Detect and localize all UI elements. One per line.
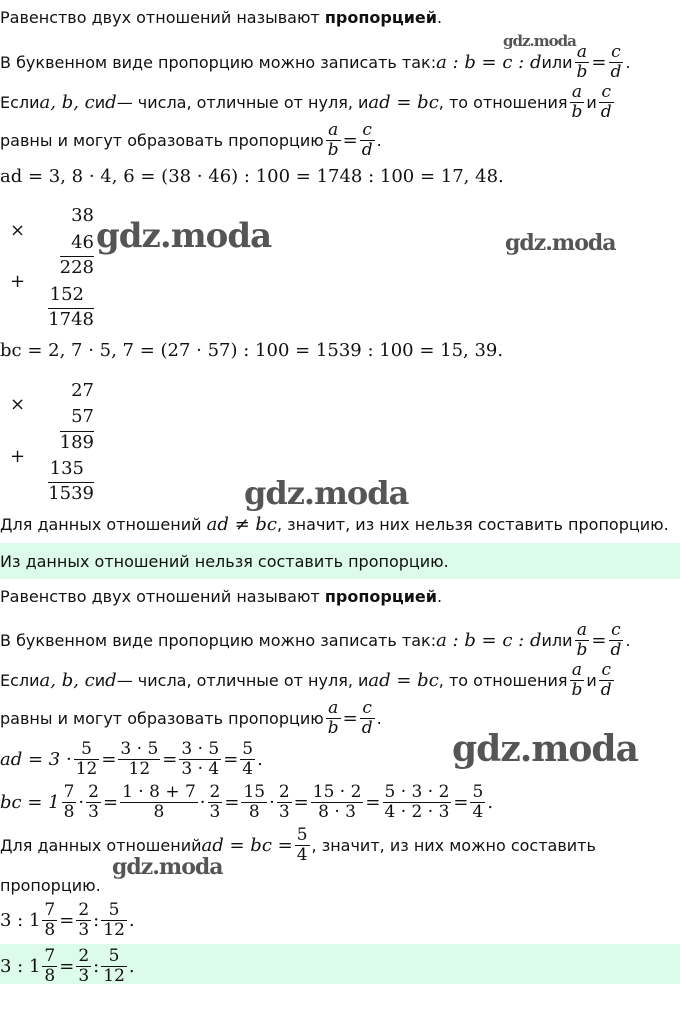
mul2-second: 57 xyxy=(71,406,94,427)
condition-text: Если a, b, c и d — числа, отличные от нуля, и ad = bc , то отношения $\frac{a}{b}$ и $\frac{c}{d}$ xyxy=(0,81,612,122)
mul2-partial-1: 189 xyxy=(59,432,94,453)
fraction-cancelled: $\frac{5 \cdot 3 \cdot 2}{4 \cdot 2 \cdot 3}$ xyxy=(384,781,450,822)
mul1-top: 38 xyxy=(71,205,94,226)
proportion-text: равны и могут образовать пропорцию $\frac{a}{b}$ = $\frac{c}{d}$ . xyxy=(0,119,382,160)
fraction-c-d: $\frac{c}{d}$ xyxy=(610,619,622,660)
watermark: gdz.moda xyxy=(244,474,409,512)
fraction-15-8: $\frac{15}{8}$ xyxy=(243,781,266,822)
fraction-c-d: $\frac{c}{d}$ xyxy=(600,659,612,700)
fraction-reduced: $\frac{3 \cdot 5}{3 \cdot 4}$ xyxy=(181,738,220,779)
mul2-result: 1539 xyxy=(48,483,94,504)
times-sign: × xyxy=(10,220,26,241)
plus-sign: + xyxy=(10,446,26,467)
fraction-2-3: $\frac{2}{3}$ xyxy=(278,781,290,822)
fraction-a-b: $\frac{a}{b}$ xyxy=(327,697,339,738)
fraction-a-b: $\frac{a}{b}$ xyxy=(327,119,339,160)
bc-calculation: bc = 2, 7 · 5, 7 = (27 · 57) : 100 = 1539 : 100 = 15, 39. xyxy=(0,340,504,361)
fraction-mixed: $\frac{1 \cdot 8 + 7}{8}$ xyxy=(122,781,196,822)
watermark: gdz.moda xyxy=(112,854,223,880)
mul1-result: 1748 xyxy=(48,309,94,330)
fraction-c-d: $\frac{c}{d}$ xyxy=(361,697,373,738)
watermark: gdz.moda xyxy=(503,32,576,50)
fraction-5-4: $\frac{5}{4}$ xyxy=(296,824,308,865)
watermark: gdz.moda xyxy=(452,728,638,770)
times-sign: × xyxy=(10,394,26,415)
mul2-partial-2: 135 xyxy=(49,458,84,479)
proportion-text: равны и могут образовать пропорцию $\frac{a}{b}$ = $\frac{c}{d}$ . xyxy=(0,697,382,738)
fraction-5-4: $\frac{5}{4}$ xyxy=(242,738,254,779)
mul1-partial-2: 152 xyxy=(49,284,84,305)
answer-proportion: 3 : 1 $\frac{7}{8}$ = $\frac{2}{3}$ : $\frac{5}{12}$ . xyxy=(0,945,135,986)
watermark: gdz.moda xyxy=(96,216,272,256)
mul1-second: 46 xyxy=(71,232,94,253)
fraction-c-d: $\frac{c}{d}$ xyxy=(610,41,622,82)
fraction-5-12: $\frac{5}{12}$ xyxy=(103,899,125,940)
fraction-5-12: $\frac{5}{12}$ xyxy=(103,945,125,986)
fraction-a-b: $\frac{a}{b}$ xyxy=(571,659,583,700)
conclusion-text: Для данных отношений ad = bc = $\frac{5}{4}$ , значит, из них можно составить xyxy=(0,824,596,865)
definition-text: Равенство двух отношений называют пропорцией. xyxy=(0,587,443,606)
fraction-7-8: $\frac{7}{8}$ xyxy=(63,781,75,822)
fraction-2-3: $\frac{2}{3}$ xyxy=(78,945,90,986)
fraction-7-8: $\frac{7}{8}$ xyxy=(44,945,56,986)
mul2-top: 27 xyxy=(71,380,94,401)
letter-form-text: В буквенном виде пропорцию можно записать так: a : b = c : d или $\frac{a}{b}$ = $\frac{c}{d}$ . xyxy=(0,619,631,660)
conclusion-text-line2: пропорцию. xyxy=(0,876,101,895)
fraction-7-8: $\frac{7}{8}$ xyxy=(44,899,56,940)
ad-calculation: ad = 3, 8 · 4, 6 = (38 · 46) : 100 = 1748 : 100 = 17, 48. xyxy=(0,166,504,187)
conclusion-text: Для данных отношений ad ≠ bc, значит, из них нельзя составить пропорцию. xyxy=(0,514,669,535)
plus-sign: + xyxy=(10,271,26,292)
mul1-partial-1: 228 xyxy=(59,257,94,278)
fraction-a-b: $\frac{a}{b}$ xyxy=(576,41,588,82)
fraction-3x5-12: $\frac{3 \cdot 5}{12}$ xyxy=(120,738,159,779)
fraction-2-3: $\frac{2}{3}$ xyxy=(209,781,221,822)
fraction-c-d: $\frac{c}{d}$ xyxy=(600,81,612,122)
fraction-a-b: $\frac{a}{b}$ xyxy=(571,81,583,122)
proportion-result: 3 : 1 $\frac{7}{8}$ = $\frac{2}{3}$ : $\frac{5}{12}$ . xyxy=(0,899,135,940)
fraction-a-b: $\frac{a}{b}$ xyxy=(576,619,588,660)
fraction-c-d: $\frac{c}{d}$ xyxy=(361,119,373,160)
answer-text: Из данных отношений нельзя составить пропорцию. xyxy=(0,552,449,571)
fraction-2-3: $\frac{2}{3}$ xyxy=(78,899,90,940)
letter-form-text: В буквенном виде пропорцию можно записать так: a : b = c : d или $\frac{a}{b}$ = $\frac{c}{d}$ . xyxy=(0,41,631,82)
ad-fraction-calculation: ad = 3 · $\frac{5}{12}$ = $\frac{3 \cdot 5}{12}$ = $\frac{3 \cdot 5}{3 \cdot 4}$ = $\frac{5}{4}$ . xyxy=(0,738,263,779)
condition-text: Если a, b, c и d — числа, отличные от нуля, и ad = bc , то отношения $\frac{a}{b}$ и $\frac{c}{d}$ xyxy=(0,659,612,700)
fraction-5-12: $\frac{5}{12}$ xyxy=(75,738,98,779)
watermark: gdz.moda xyxy=(505,230,616,256)
fraction-15x2-8x3: $\frac{15 \cdot 2}{8 \cdot 3}$ xyxy=(312,781,362,822)
fraction-5-4: $\frac{5}{4}$ xyxy=(472,781,484,822)
definition-text: Равенство двух отношений называют пропорцией. xyxy=(0,8,443,27)
bc-fraction-calculation: bc = 1 $\frac{7}{8}$ · $\frac{2}{3}$ = $\frac{1 \cdot 8 + 7}{8}$ · $\frac{2}{3}$ = $\frac{15}{8}$ · $\frac{2}{3}$ = $\frac{15 \cdot 2}{8 \cdot 3}$ = $\frac{5 \cdot 3 \cdot 2}{4 \cdot 2 \cdot 3}$ = $\frac{5}{4}$ . xyxy=(0,781,494,822)
fraction-2-3: $\frac{2}{3}$ xyxy=(88,781,99,822)
